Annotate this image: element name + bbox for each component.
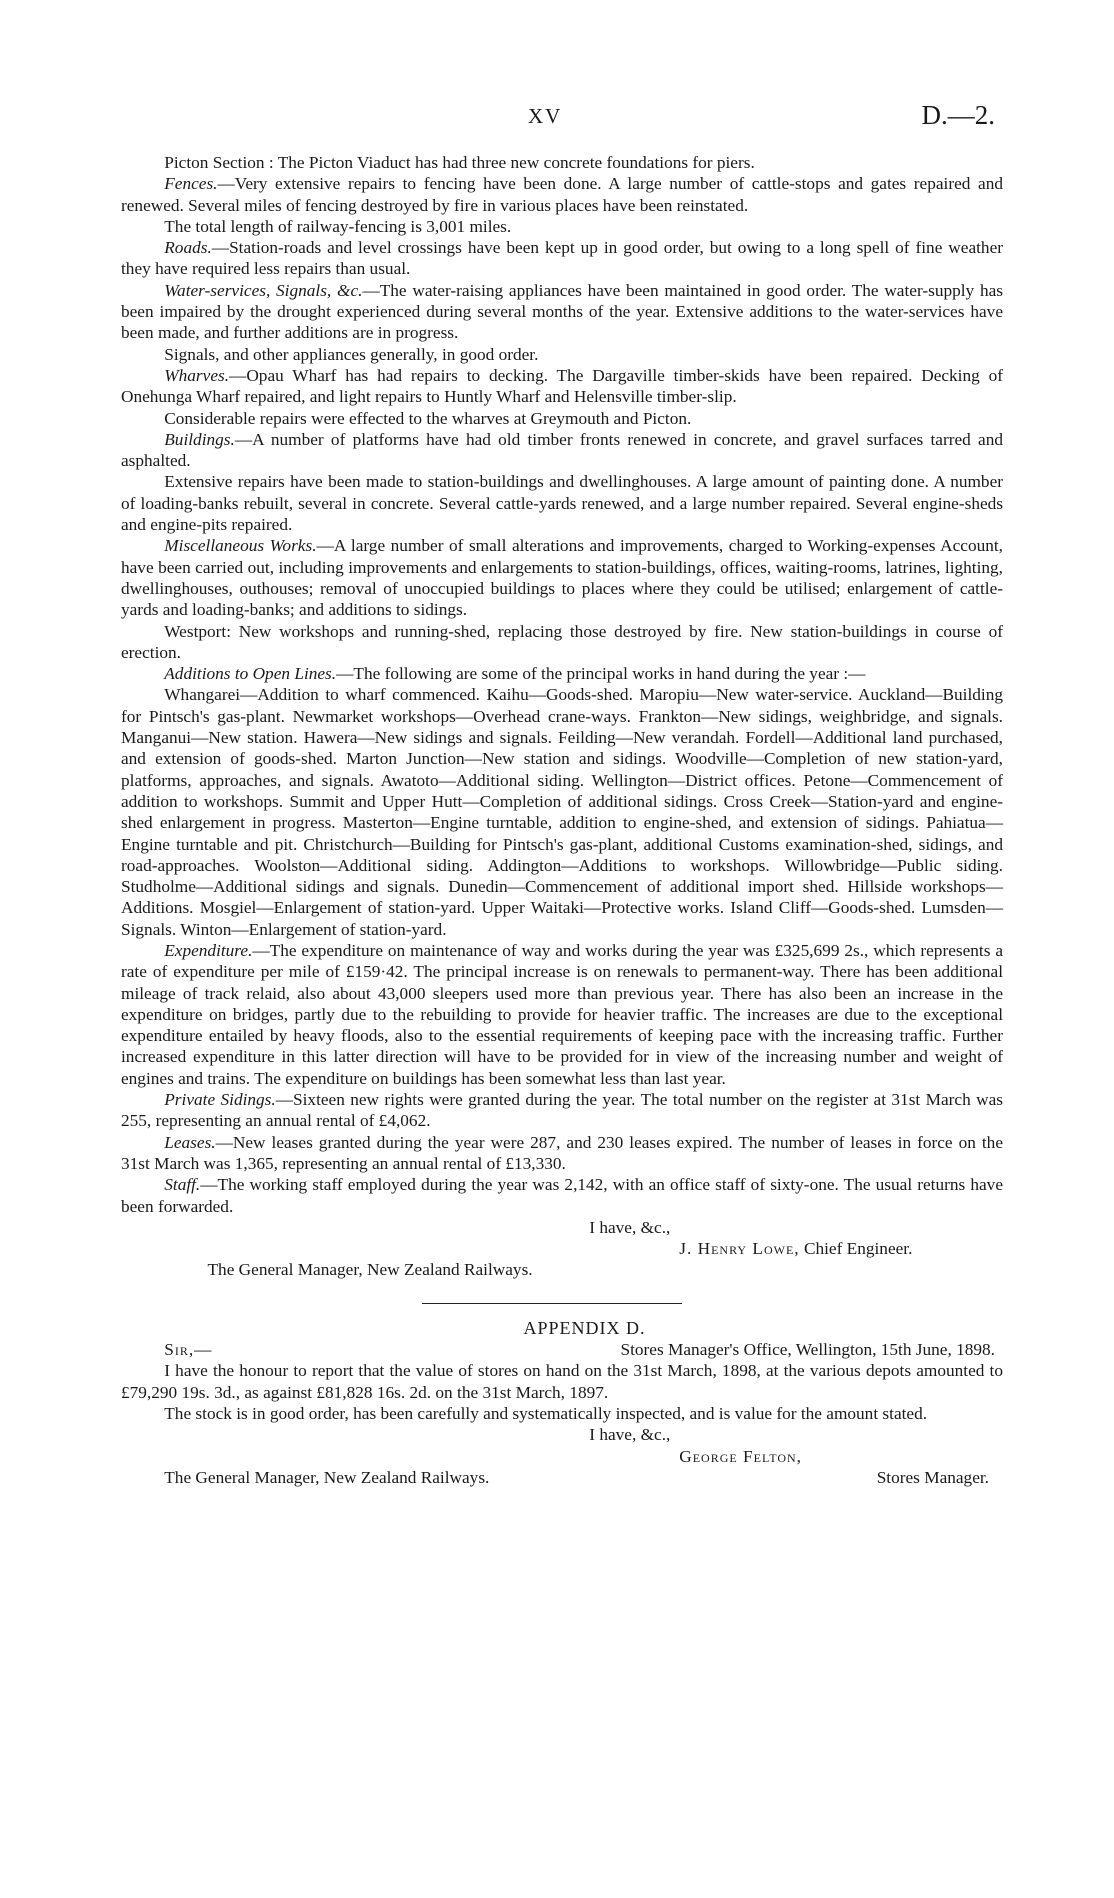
salutation: Sir,— — [164, 1340, 213, 1360]
paragraph-heading: Roads. — [164, 238, 212, 258]
page-header — [0, 100, 1114, 136]
paragraph-text: —Very extensive repairs to fencing have been done. A large number of cattle-stops and gates repaired and renewed. Several miles of fencing destroyed by fire in various places have been reinstated. — [121, 174, 1003, 215]
report-paragraph — [121, 216, 1003, 237]
document-reference: D.—2. — [921, 100, 995, 130]
appendix-title: APPENDIX D. — [523, 1317, 646, 1338]
paragraph-text: —New leases granted during the year were 287, and 230 leases expired. The number of leases in force on the 31st March was 1,365, representing an annual rental of £13,330. — [121, 1132, 1003, 1173]
report-paragraph — [121, 535, 1003, 620]
report-paragraph — [121, 280, 1003, 344]
paragraph-text: —Sixteen new rights were granted during the year. The total number on the register at 31st March was 255, representing an annual rental of £4,062. — [121, 1090, 1003, 1131]
paragraph-text: —Opau Wharf has had repairs to decking. The Dargaville timber-skids have been repaired. Decking of Onehunga Wharf repaired, and light repairs to Huntly Wharf and Helensville timber-slip. — [121, 365, 1003, 407]
report-paragraph — [121, 471, 1003, 535]
paragraph-heading: Miscellaneous Works. — [164, 536, 317, 556]
report-paragraph — [121, 173, 1003, 216]
page-number: XV — [528, 104, 563, 128]
paragraph-text: Picton Section : The Picton Viaduct has had three new concrete foundations for piers. — [164, 153, 755, 172]
paragraph-text: —The working staff employed during the year was 2,142, with an office staff of sixty-one. The usual returns have been forwarded. — [121, 1175, 1003, 1216]
appendix-addressee: The General Manager, New Zealand Railways. — [164, 1467, 490, 1487]
engineer-signature-block — [121, 1217, 1003, 1281]
paragraph-heading: Leases. — [164, 1132, 216, 1152]
report-paragraph — [121, 344, 1003, 365]
paragraph-text: Whangarei—Addition to wharf commenced. Kaihu—Goods-shed. Maropiu—New water-service. Auckland—Building for Pintsch's gas-plant. Newmarket workshops—Overhead crane-ways. Frankton—New sidings, weighbridge, and signals. Manganui—New station. Hawera—New sidings and signals. Feilding—New verandah. Fordell—Additional land purchased, and extension of goods-shed. Marton Junction—New station and sidings. Woodville—Completion of new station-yard, platforms, approaches, and signals. Awatoto—Additional siding. Wellington—District offices. Petone—Commencement of addition to workshops. Summit and Upper Hutt—Completion of additional sidings. Cross Creek—Station-yard and engine-shed enlargement in progress. Masterton—Engine turntable, addition to engine-shed, and extension of sidings. Pahiatua—Engine turntable and pit. Christchurch—Building for Pintsch's gas-plant, additional Customs examination-shed, sidings, and road-approaches. Woolston—Additional siding. Addington—Additions to workshops. Willowbridge—Public siding. Studholme—Additional sidings and signals. Dunedin—Commencement of additional import shed. Hillside workshops—Additions. Mosgiel—Enlargement of station-yard. Upper Waitaki—Protective works. Island Cliff—Goods-shed. Lumsden—Signals. Winton—Enlargement of station-yard. — [121, 685, 1003, 939]
signatory-line — [121, 1238, 1003, 1259]
paragraph-text: Signals, and other appliances generally, in good order. — [164, 344, 539, 364]
paragraph-text: —A number of platforms have had old timber fronts renewed in concrete, and gravel surfaces tarred and asphalted. — [121, 429, 1003, 471]
paragraph-text: Extensive repairs have been made to station-buildings and dwellinghouses. A large amount of painting done. A number of loading-banks rebuilt, several in concrete. Several cattle-yards renewed, and a large number repaired. Several engine-sheds and engine-pits repaired. — [121, 472, 1003, 535]
report-paragraph — [121, 663, 1003, 684]
paragraph-heading: Staff. — [164, 1175, 201, 1195]
report-paragraph — [121, 1132, 1003, 1175]
salutation-line — [121, 1339, 1003, 1360]
section-divider — [422, 1303, 682, 1304]
paragraph-heading: Expenditure. — [164, 940, 253, 960]
signatory-name: J. Henry Lowe, — [679, 1239, 800, 1259]
report-paragraph — [121, 1174, 1003, 1217]
report-paragraph — [121, 408, 1003, 429]
appendix-signatory-name: George Felton, — [679, 1446, 802, 1466]
report-paragraph — [121, 684, 1003, 940]
appendix-signatory — [121, 1446, 1003, 1467]
paragraph-text: —Station-roads and level crossings have been kept up in good order, but owing to a long spell of fine weather they have required less repairs than usual. — [121, 238, 1003, 279]
appendix-valediction: I have, &c., — [589, 1425, 671, 1445]
addressee: The General Manager, New Zealand Railways. — [207, 1260, 533, 1280]
appendix-paragraph-2: The stock is in good order, has been carefully and systematically inspected, and is value for the amount stated. — [164, 1403, 928, 1423]
paragraph-text: —The water-raising appliances have been maintained in good order. The water-supply has been impaired by the drought experienced during several months of the year. Extensive additions to the water-services have been made, and further additions are in progress. — [121, 280, 1003, 343]
report-paragraph — [121, 152, 1003, 173]
paragraph-heading: Wharves. — [164, 365, 230, 385]
paragraph-heading: Fences. — [164, 174, 218, 194]
paragraph-text: —A large number of small alterations and improvements, charged to Working-expenses Account, have been carried out, including improvements and enlargements to station-buildings, offices, waiting-rooms, latrines, lighting, dwellinghouses, outhouses; removal of unoccupied buildings to places where they could be utilised; enlargement of cattle-yards and loading-banks; and additions to sidings. — [121, 536, 1003, 620]
signatory-title: Chief Engineer. — [803, 1239, 913, 1259]
paragraph-heading: Additions to Open Lines. — [164, 664, 337, 684]
report-paragraph — [121, 429, 1003, 472]
appendix-signatory-title: Stores Manager. — [876, 1467, 989, 1487]
paragraph-text: Westport: New workshops and running-shed, replacing those destroyed by fire. New station-buildings in course of erection. — [121, 621, 1003, 662]
paragraph-heading: Water-services, Signals, &c. — [164, 280, 363, 300]
paragraph-text: The total length of railway-fencing is 3,001 miles. — [164, 216, 512, 236]
report-paragraph — [121, 237, 1003, 280]
paragraph-list — [121, 152, 1003, 1217]
appendix-footer-line — [121, 1467, 1003, 1488]
valediction: I have, &c., — [589, 1217, 671, 1237]
paragraph-text: —The following are some of the principal works in hand during the year :— — [336, 664, 866, 684]
report-body — [121, 152, 1003, 1488]
paragraph-heading: Private Sidings. — [164, 1090, 276, 1110]
letter-address: Stores Manager's Office, Wellington, 15th June, 1898. — [620, 1340, 995, 1360]
appendix-d — [121, 1318, 1003, 1488]
report-paragraph — [121, 1089, 1003, 1132]
paragraph-text: Considerable repairs were effected to the wharves at Greymouth and Picton. — [164, 408, 692, 428]
report-paragraph — [121, 365, 1003, 408]
paragraph-text: —The expenditure on maintenance of way and works during the year was £325,699 2s., which represents a rate of expenditure per mile of £159·42. The principal increase is on renewals to permanent-way. There has been additional mileage of track relaid, also about 43,000 sleepers used more than previous year. There has also been an increase in the expenditure on bridges, partly due to the rebuilding to provide for heavier traffic. The increases are due to the exceptional expenditure entailed by heavy floods, also to the essential requirements of keeping pace with the increasing traffic. Further increased expenditure in this latter direction will have to be provided for in view of the increasing number and weight of engines and trains. The expenditure on buildings has been somewhat less than last year. — [121, 940, 1003, 1088]
appendix-paragraph-1: I have the honour to report that the value of stores on hand on the 31st March, 1898, at the various depots amounted to £79,290 19s. 3d., as against £81,828 16s. 2d. on the 31st March, 1897. — [121, 1361, 1003, 1402]
report-paragraph — [121, 621, 1003, 664]
paragraph-heading: Buildings. — [164, 429, 235, 449]
report-paragraph — [121, 940, 1003, 1089]
